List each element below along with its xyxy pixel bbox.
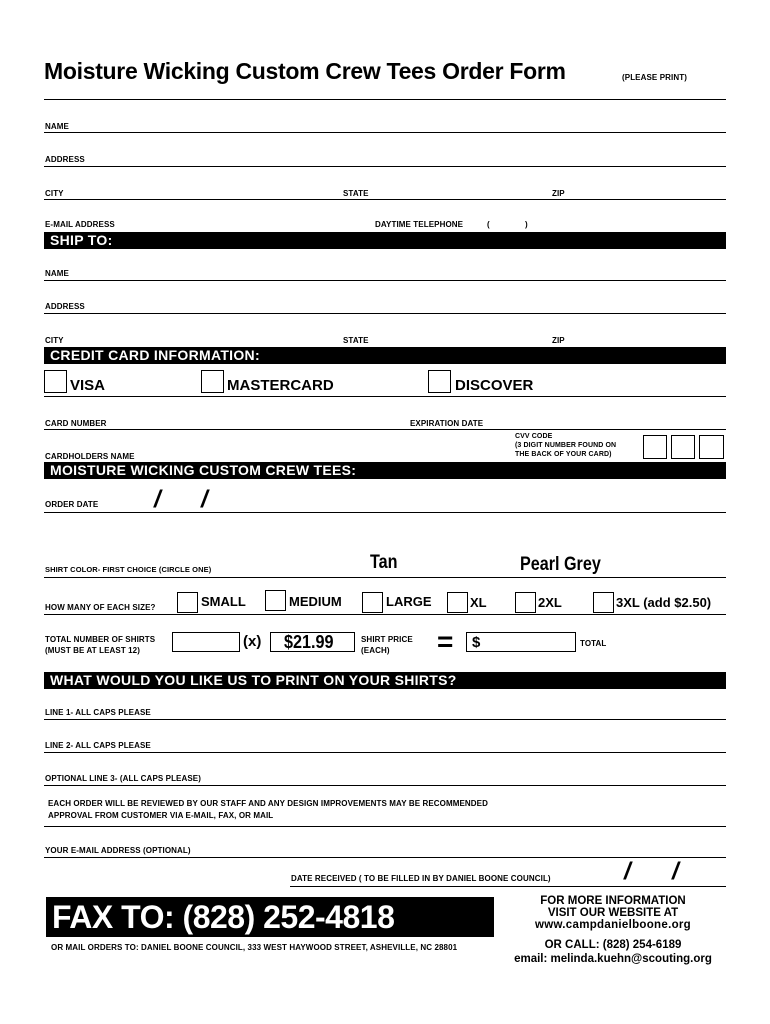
- tees-header: MOISTURE WICKING CUSTOM CREW TEES:: [44, 462, 726, 479]
- order-date-slash-2: /: [201, 486, 208, 513]
- total-price-input[interactable]: [466, 632, 576, 652]
- print-line3-field[interactable]: [44, 785, 726, 786]
- size-2xl-label: 2XL: [538, 595, 562, 610]
- more-info-line2: VISIT OUR WEBSITE AT: [547, 907, 679, 919]
- size-3xl-box[interactable]: [593, 592, 614, 613]
- size-medium-box[interactable]: [265, 590, 286, 611]
- visa-checkbox[interactable]: [44, 370, 67, 393]
- order-date-label: ORDER DATE: [45, 500, 99, 509]
- size-small-label: SMALL: [201, 594, 246, 609]
- size-xl-label: XL: [470, 595, 487, 610]
- address-field[interactable]: [44, 166, 726, 167]
- cvv-label-line3: THE BACK OF YOUR CARD): [515, 451, 612, 458]
- title-rule: [44, 99, 726, 100]
- print-line3-label: OPTIONAL LINE 3- (ALL CAPS PLEASE): [45, 774, 202, 783]
- discover-label: DISCOVER: [455, 377, 534, 394]
- address-label: ADDRESS: [45, 155, 85, 164]
- size-2xl-box[interactable]: [515, 592, 536, 613]
- credit-card-header: CREDIT CARD INFORMATION:: [44, 347, 726, 364]
- zip-label: ZIP: [552, 189, 565, 198]
- print-line1-label: LINE 1- ALL CAPS PLEASE: [45, 708, 151, 717]
- date-received-slash-1: /: [624, 858, 631, 885]
- shirt-color-label: SHIRT COLOR- FIRST CHOICE (CIRCLE ONE): [45, 565, 212, 574]
- total-shirts-input[interactable]: [172, 632, 240, 652]
- size-small-box[interactable]: [177, 592, 198, 613]
- expiration-date-label: EXPIRATION DATE: [410, 419, 484, 428]
- size-medium-label: MEDIUM: [289, 594, 342, 609]
- phone-paren-open: (: [487, 220, 490, 229]
- cvv-label-line2: (3 DIGIT NUMBER FOUND ON: [515, 442, 617, 449]
- cvv-digit-3[interactable]: [699, 435, 724, 459]
- shirt-price-value: $21.99: [284, 632, 334, 652]
- date-received-field[interactable]: [290, 886, 726, 887]
- mastercard-checkbox[interactable]: [201, 370, 224, 393]
- city-label: CITY: [45, 189, 64, 198]
- ship-address-field[interactable]: [44, 313, 726, 314]
- card-type-rule: [44, 396, 726, 397]
- equals-sign: =: [437, 626, 454, 657]
- multiply-sign: (x): [243, 633, 262, 650]
- color-option-pearl-grey[interactable]: Pearl Grey: [520, 554, 601, 575]
- email-label: E-MAIL ADDRESS: [45, 220, 115, 229]
- visa-label: VISA: [70, 377, 106, 394]
- shirt-price-label-line2: (EACH): [361, 646, 390, 655]
- ship-state-label: STATE: [343, 336, 369, 345]
- total-shirts-label-line1: TOTAL NUMBER OF SHIRTS: [45, 635, 156, 644]
- ship-to-header: SHIP TO:: [44, 232, 726, 249]
- print-header: WHAT WOULD YOU LIKE US TO PRINT ON YOUR SHIRTS?: [44, 672, 726, 689]
- website-link[interactable]: www.campdanielboone.org: [535, 919, 691, 931]
- ship-name-field[interactable]: [44, 280, 726, 281]
- shirt-color-rule: [44, 577, 726, 578]
- print-line2-label: LINE 2- ALL CAPS PLEASE: [45, 741, 151, 750]
- date-received-slash-2: /: [672, 858, 679, 885]
- total-shirts-label-line2: (MUST BE AT LEAST 12): [45, 646, 140, 655]
- shirt-price-label-line1: SHIRT PRICE: [361, 635, 413, 644]
- your-email-label: YOUR E-MAIL ADDRESS (OPTIONAL): [45, 846, 191, 855]
- mastercard-label: MASTERCARD: [227, 377, 334, 394]
- size-xl-box[interactable]: [447, 592, 468, 613]
- color-option-tan[interactable]: Tan: [370, 552, 398, 573]
- card-number-field[interactable]: [44, 429, 726, 430]
- order-date-field[interactable]: [44, 512, 726, 513]
- daytime-phone-label: DAYTIME TELEPHONE: [375, 220, 464, 229]
- more-info-block: [497, 895, 729, 966]
- review-notice-line2: APPROVAL FROM CUSTOMER VIA E-MAIL, FAX, OR MAIL: [48, 811, 274, 820]
- ship-city-label: CITY: [45, 336, 64, 345]
- mail-address: OR MAIL ORDERS TO: DANIEL BOONE COUNCIL, 333 WEST HAYWOOD STREET, ASHEVILLE, NC 28801: [51, 943, 458, 952]
- dollar-sign: $: [472, 634, 481, 651]
- cvv-digit-2[interactable]: [671, 435, 695, 459]
- print-line2-field[interactable]: [44, 752, 726, 753]
- more-info-line1: FOR MORE INFORMATION: [540, 895, 686, 907]
- call-phone: OR CALL: (828) 254-6189: [544, 939, 682, 951]
- state-label: STATE: [343, 189, 369, 198]
- size-3xl-label: 3XL (add $2.50): [616, 595, 712, 610]
- contact-email[interactable]: email: melinda.kuehn@scouting.org: [514, 953, 712, 965]
- size-large-label: LARGE: [386, 594, 432, 609]
- cardholder-name-label: CARDHOLDERS NAME: [45, 452, 135, 461]
- name-field[interactable]: [44, 132, 726, 133]
- notice-rule: [44, 826, 726, 827]
- page-title: Moisture Wicking Custom Crew Tees Order Form: [44, 58, 566, 84]
- total-label: TOTAL: [580, 639, 607, 648]
- ship-address-label: ADDRESS: [45, 302, 85, 311]
- order-date-slash-1: /: [154, 486, 161, 513]
- name-label: NAME: [45, 122, 69, 131]
- city-state-zip-field[interactable]: [44, 199, 726, 200]
- phone-paren-close: ): [525, 220, 528, 229]
- discover-checkbox[interactable]: [428, 370, 451, 393]
- print-line1-field[interactable]: [44, 719, 726, 720]
- ship-name-label: NAME: [45, 269, 69, 278]
- cvv-digit-1[interactable]: [643, 435, 667, 459]
- please-print-note: (PLEASE PRINT): [622, 73, 687, 82]
- card-number-label: CARD NUMBER: [45, 419, 107, 428]
- ship-zip-label: ZIP: [552, 336, 565, 345]
- review-notice-line1: EACH ORDER WILL BE REVIEWED BY OUR STAFF AND ANY DESIGN IMPROVEMENTS MAY BE RECOMMENDED: [48, 799, 488, 808]
- cvv-label-line1: CVV CODE: [515, 433, 553, 440]
- how-many-label: HOW MANY OF EACH SIZE?: [45, 603, 156, 612]
- fax-number: FAX TO: (828) 252-4818: [52, 899, 395, 935]
- fax-banner: [46, 897, 494, 937]
- sizes-rule: [44, 614, 726, 615]
- date-received-label: DATE RECEIVED ( TO BE FILLED IN BY DANIEL BOONE COUNCIL): [291, 874, 551, 883]
- size-large-box[interactable]: [362, 592, 383, 613]
